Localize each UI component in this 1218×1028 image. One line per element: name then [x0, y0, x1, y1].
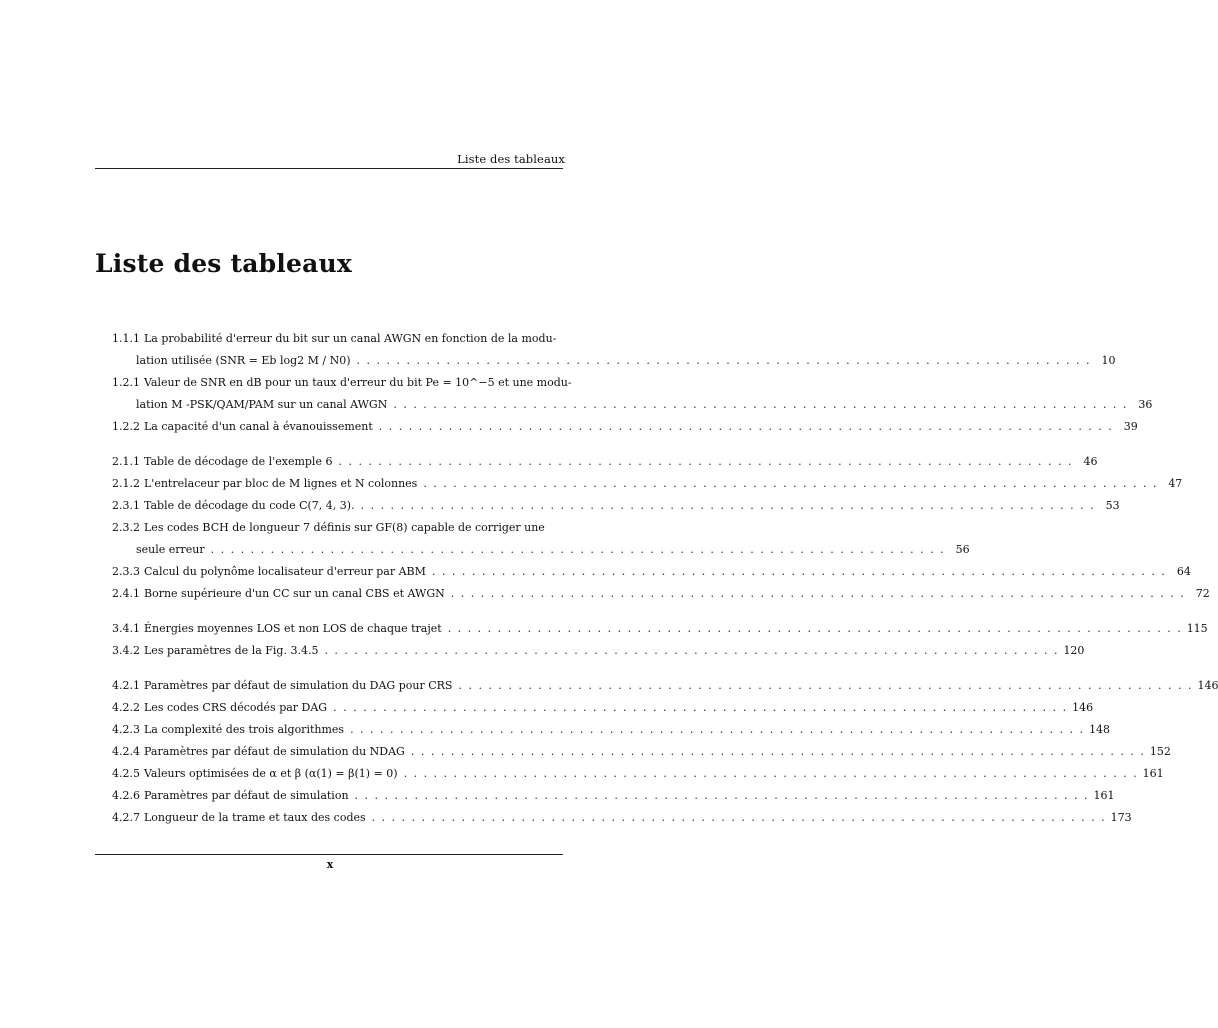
toc-group: [112, 328, 1153, 438]
toc-entry[interactable]: [112, 328, 1116, 372]
toc-entry[interactable]: [112, 416, 1138, 438]
table-number: 4.2.6: [112, 789, 140, 802]
table-title: Table de décodage du code C(7, 4, 3).: [144, 499, 355, 512]
toc-entry-line: [112, 495, 1120, 517]
dot-leader: [411, 741, 1144, 763]
toc-entry[interactable]: [112, 372, 1153, 416]
page-ref: 36: [1138, 398, 1153, 411]
page-ref: 46: [1083, 455, 1098, 468]
toc-entry[interactable]: [112, 807, 1132, 829]
table-number: 1.2.2: [112, 420, 140, 433]
toc-entry[interactable]: [112, 785, 1115, 807]
toc-entry[interactable]: [112, 763, 1164, 785]
dot-leader: [333, 697, 1066, 719]
page-title: Liste des tableaux: [95, 249, 352, 278]
toc-entry-line: [112, 697, 1094, 719]
table-number: 3.4.2: [112, 644, 140, 657]
page-ref: 10: [1101, 354, 1116, 367]
table-title: Les codes BCH de longueur 7 définis sur GF(8) capable de corriger une: [144, 521, 545, 534]
dot-leader: [357, 350, 1090, 372]
toc-entry[interactable]: [112, 495, 1120, 517]
table-number: 2.3.3: [112, 565, 140, 578]
dot-leader: [211, 539, 944, 561]
toc-entry-line: [112, 372, 572, 394]
toc-entry-line: [112, 416, 1138, 438]
page-ref: 53: [1105, 499, 1120, 512]
table-number: 4.2.2: [112, 701, 140, 714]
dot-leader: [393, 394, 1126, 416]
toc-group: [112, 451, 1210, 605]
table-title: Paramètres par défaut de simulation: [144, 789, 349, 802]
toc-entry[interactable]: [112, 697, 1094, 719]
page-ref: 173: [1110, 811, 1132, 824]
table-title: Paramètres par défaut de simulation du NDAG: [144, 745, 405, 758]
page-number: x: [326, 858, 334, 871]
table-title: L'entrelaceur par bloc de M lignes et N colonnes: [144, 477, 418, 490]
toc-entry-line-continued: [112, 394, 1153, 416]
table-number: 1.1.1: [112, 332, 140, 345]
dot-leader: [372, 807, 1105, 829]
running-header: Liste des tableaux: [457, 152, 565, 166]
toc-entry[interactable]: [112, 561, 1191, 583]
table-number: 2.3.2: [112, 521, 140, 534]
toc-entry[interactable]: [112, 517, 970, 561]
page-ref: 72: [1195, 587, 1210, 600]
toc-entry-line: [112, 473, 1183, 495]
toc-entry-line: [112, 328, 567, 350]
toc-entry-line: [112, 561, 1191, 583]
toc-entry[interactable]: [112, 583, 1210, 605]
toc-entry-line: [112, 583, 1210, 605]
footer-rule: [95, 854, 563, 855]
dot-leader: [451, 583, 1184, 605]
table-title: Table de décodage de l'exemple 6: [144, 455, 333, 468]
page-ref: 115: [1186, 622, 1208, 635]
page-ref: 146: [1197, 679, 1218, 692]
list-of-tables: [112, 328, 1218, 829]
table-title: Les codes CRS décodés par DAG: [144, 701, 328, 714]
dot-leader: [324, 640, 1057, 662]
table-title: La complexité des trois algorithmes: [144, 723, 345, 736]
toc-entry-line: [112, 807, 1132, 829]
table-title: Calcul du polynôme localisateur d'erreur par ABM: [144, 565, 426, 578]
toc-entry-line: [112, 618, 1208, 640]
toc-entry-line: [112, 675, 1218, 697]
toc-entry-line: [112, 451, 1098, 473]
table-number: 4.2.5: [112, 767, 140, 780]
page-ref: 146: [1072, 701, 1094, 714]
table-number: 2.1.1: [112, 455, 140, 468]
page-ref: 120: [1063, 644, 1085, 657]
toc-group: [112, 675, 1218, 829]
page-ref: 161: [1093, 789, 1115, 802]
page-ref: 47: [1168, 477, 1183, 490]
page-ref: 152: [1149, 745, 1171, 758]
dot-leader: [338, 451, 1071, 473]
table-number: 4.2.1: [112, 679, 140, 692]
toc-entry-line: [112, 763, 1164, 785]
header-rule: [95, 168, 563, 169]
page-ref: 148: [1089, 723, 1111, 736]
table-title: La capacité d'un canal à évanouissement: [144, 420, 373, 433]
table-title: Longueur de la trame et taux des codes: [144, 811, 366, 824]
table-title: Les paramètres de la Fig. 3.4.5: [144, 644, 319, 657]
dot-leader: [379, 416, 1112, 438]
toc-entry-line: [112, 741, 1171, 763]
toc-entry-line-continued: [112, 350, 1116, 372]
toc-entry[interactable]: [112, 675, 1218, 697]
table-title: Borne supérieure d'un CC sur un canal CBS et AWGN: [144, 587, 445, 600]
table-title-continued: lation utilisée (SNR = Eb log2 M / N0): [136, 354, 351, 367]
toc-entry[interactable]: [112, 473, 1183, 495]
toc-entry-line: [112, 719, 1111, 741]
toc-entry-line: [112, 517, 567, 539]
table-title: La probabilité d'erreur du bit sur un canal AWGN en fonction de la modu-: [144, 332, 557, 345]
toc-entry-line: [112, 640, 1085, 662]
dot-leader: [448, 618, 1181, 640]
dot-leader: [404, 763, 1137, 785]
page-ref: 39: [1123, 420, 1138, 433]
dot-leader: [361, 495, 1094, 517]
toc-entry[interactable]: [112, 640, 1085, 662]
table-number: 1.2.1: [112, 376, 140, 389]
page-ref: 161: [1142, 767, 1164, 780]
table-title: Valeur de SNR en dB pour un taux d'erreur du bit Pe = 10^−5 et une modu-: [144, 376, 572, 389]
table-number: 2.4.1: [112, 587, 140, 600]
table-number: 4.2.7: [112, 811, 140, 824]
table-number: 2.1.2: [112, 477, 140, 490]
table-number: 4.2.4: [112, 745, 140, 758]
toc-entry[interactable]: [112, 719, 1111, 741]
dot-leader: [350, 719, 1083, 741]
toc-entry[interactable]: [112, 741, 1171, 763]
toc-group: [112, 618, 1208, 662]
table-title: Valeurs optimisées de α et β (α(1) = β(1) = 0): [144, 767, 398, 780]
toc-entry-line: [112, 785, 1115, 807]
table-title-continued: lation M -PSK/QAM/PAM sur un canal AWGN: [136, 398, 388, 411]
toc-entry[interactable]: [112, 618, 1208, 640]
toc-entry[interactable]: [112, 451, 1098, 473]
page-ref: 64: [1176, 565, 1191, 578]
table-number: 3.4.1: [112, 622, 140, 635]
table-title: Paramètres par défaut de simulation du DAG pour CRS: [144, 679, 453, 692]
dot-leader: [423, 473, 1156, 495]
table-number: 2.3.1: [112, 499, 140, 512]
table-title-continued: seule erreur: [136, 543, 205, 556]
dot-leader: [355, 785, 1088, 807]
toc-entry-line-continued: [112, 539, 970, 561]
dot-leader: [458, 675, 1191, 697]
table-number: 4.2.3: [112, 723, 140, 736]
dot-leader: [432, 561, 1165, 583]
table-title: Énergies moyennes LOS et non LOS de chaque trajet: [144, 622, 442, 635]
page-ref: 56: [955, 543, 970, 556]
